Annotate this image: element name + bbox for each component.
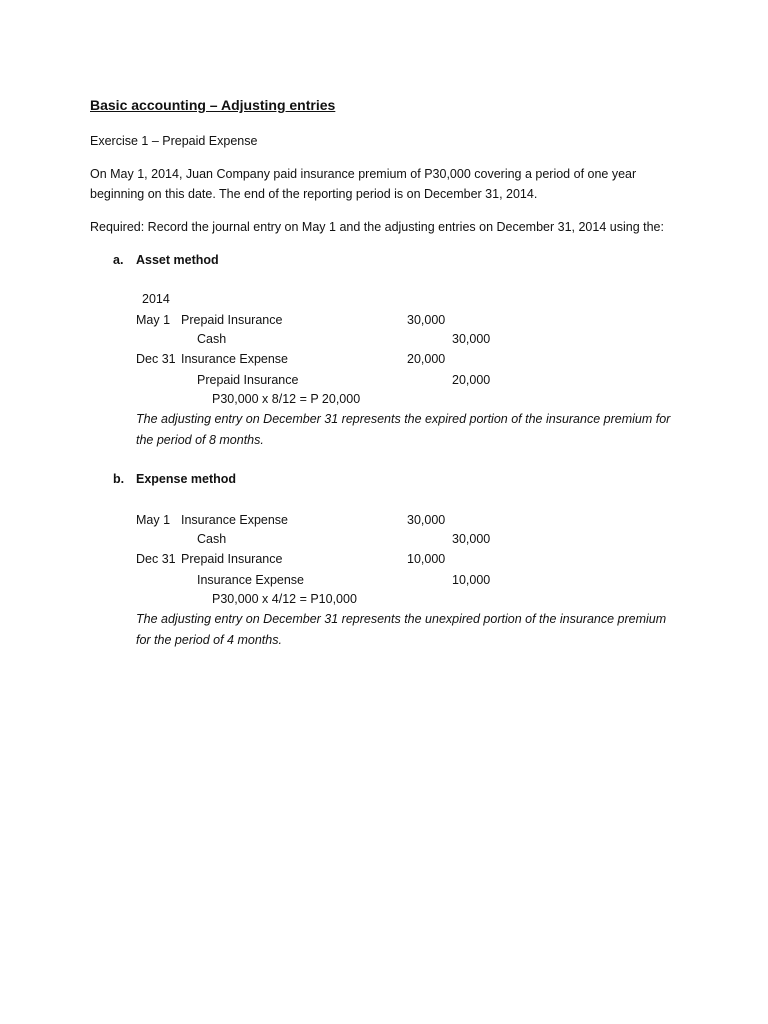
- page-title: Basic accounting – Adjusting entries: [90, 97, 336, 113]
- asset-method-heading: Asset method: [136, 253, 219, 267]
- expense-note-line-1: The adjusting entry on December 31 represents the unexpired portion of the insurance premium: [136, 612, 667, 626]
- expense-method-heading: Expense method: [136, 472, 237, 486]
- problem-line-1: On May 1, 2014, Juan Company paid insurance premium of P30,000 covering a period of one year: [90, 167, 637, 181]
- asset-entry-3-debit: 20,000: [407, 352, 446, 366]
- asset-entry-2-account: Cash: [197, 332, 227, 346]
- asset-note-line-1: The adjusting entry on December 31 represents the expired portion of the insurance premium for: [136, 412, 671, 426]
- expense-entry-2-account: Cash: [197, 532, 227, 546]
- expense-entry-3-debit: 10,000: [407, 552, 446, 566]
- expense-entry-2-credit: 30,000: [452, 532, 491, 546]
- expense-computation: P30,000 x 4/12 = P10,000: [212, 592, 357, 606]
- asset-entry-1-date: May 1: [136, 313, 171, 327]
- expense-entry-1-date: May 1: [136, 513, 171, 527]
- expense-entry-4-credit: 10,000: [452, 573, 491, 587]
- asset-entry-3-account: Insurance Expense: [181, 352, 289, 366]
- expense-method-marker: b.: [113, 472, 125, 486]
- asset-entry-4-account: Prepaid Insurance: [197, 373, 299, 387]
- problem-line-2: beginning on this date. The end of the reporting period is on December 31, 2014.: [90, 187, 538, 201]
- expense-entry-3-account: Prepaid Insurance: [181, 552, 283, 566]
- asset-entry-2-credit: 30,000: [452, 332, 491, 346]
- asset-entry-1-account: Prepaid Insurance: [181, 313, 283, 327]
- expense-entry-1-account: Insurance Expense: [181, 513, 289, 527]
- expense-entry-1-debit: 30,000: [407, 513, 446, 527]
- asset-computation: P30,000 x 8/12 = P 20,000: [212, 392, 361, 406]
- asset-entry-3-date: Dec 31: [136, 352, 176, 366]
- exercise-heading: Exercise 1 – Prepaid Expense: [90, 134, 258, 148]
- asset-note-line-2: the period of 8 months.: [136, 433, 264, 447]
- asset-entry-1-debit: 30,000: [407, 313, 446, 327]
- asset-entry-4-credit: 20,000: [452, 373, 491, 387]
- required-statement: Required: Record the journal entry on May 1 and the adjusting entries on December 31, 2014 using the:: [90, 220, 664, 234]
- journal-year: 2014: [142, 292, 170, 306]
- asset-method-marker: a.: [113, 253, 124, 267]
- expense-entry-3-date: Dec 31: [136, 552, 176, 566]
- expense-note-line-2: for the period of 4 months.: [136, 633, 282, 647]
- expense-entry-4-account: Insurance Expense: [197, 573, 305, 587]
